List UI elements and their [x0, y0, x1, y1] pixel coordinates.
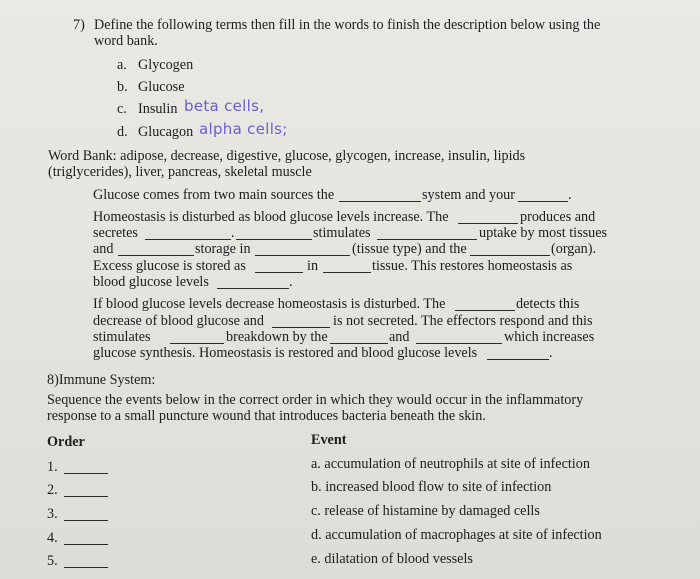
- p2-blank-in-tissue[interactable]: [323, 272, 371, 273]
- term-d-letter: d.: [117, 124, 128, 140]
- q7-prompt-line2: word bank.: [94, 33, 158, 49]
- p2-l3-b: storage in: [195, 241, 251, 257]
- p2-blank-tissue-type[interactable]: [255, 255, 350, 256]
- event-c: c. release of histamine by damaged cells: [311, 503, 540, 519]
- event-b: b. increased blood flow to site of infection: [311, 479, 552, 495]
- term-b-letter: b.: [117, 79, 128, 95]
- order-column-header: Order: [47, 434, 85, 450]
- p3-l3-d: which increases: [504, 329, 595, 345]
- p2-blank-stored-as[interactable]: [255, 272, 303, 273]
- term-d-handwritten-answer: alpha cells;: [199, 120, 288, 138]
- order-2-blank[interactable]: [64, 496, 108, 497]
- p2-l1-a: Homeostasis is disturbed as blood glucose levels increase. The: [93, 209, 449, 225]
- p2-l4-b: in: [307, 258, 319, 274]
- term-c-letter: c.: [117, 101, 127, 117]
- p3-l2-a: decrease of blood glucose and: [93, 313, 264, 329]
- p3-blank-detector[interactable]: [455, 310, 515, 311]
- p2-blank-organ[interactable]: [470, 255, 550, 256]
- q8-instruction-line2: response to a small puncture wound that introduces bacteria beneath the skin.: [47, 408, 486, 424]
- order-2-label: 2.: [47, 482, 58, 498]
- p2-l3-c: (tissue type) and the: [352, 241, 467, 257]
- q8-instruction-line1: Sequence the events below in the correct order in which they would occur in the inflammatory: [47, 392, 584, 408]
- event-a: a. accumulation of neutrophils at site of infection: [311, 456, 590, 472]
- p2-l2-d: uptake by most tissues: [479, 225, 608, 241]
- order-5-label: 5.: [47, 553, 58, 569]
- p1-text-c: .: [568, 187, 572, 203]
- p2-l5-b: .: [289, 274, 293, 290]
- p2-blank-secretes[interactable]: [145, 239, 231, 240]
- order-5-blank[interactable]: [64, 567, 108, 568]
- order-1-blank[interactable]: [64, 473, 108, 474]
- p3-l3-a: stimulates: [93, 329, 151, 345]
- term-b: Glucose: [138, 79, 185, 95]
- p1-blank-1[interactable]: [339, 201, 421, 202]
- p3-blank-breakdown-by[interactable]: [330, 343, 388, 344]
- p3-l1-b: detects this: [516, 296, 580, 312]
- order-4-blank[interactable]: [64, 544, 108, 545]
- p2-l2-b: .: [231, 225, 235, 241]
- p2-l2-c: stimulates: [313, 225, 371, 241]
- p3-l4-a: glucose synthesis. Homeostasis is restored and blood glucose levels: [93, 345, 478, 361]
- p3-l3-b: breakdown by the: [226, 329, 328, 345]
- p1-text-a: Glucose comes from two main sources the: [93, 187, 335, 203]
- p2-l2-a: secretes: [93, 225, 138, 241]
- p2-blank-storage[interactable]: [118, 255, 194, 256]
- event-column-header: Event: [311, 432, 347, 448]
- p2-l1-b: produces and: [520, 209, 596, 225]
- p2-blank-levels[interactable]: [217, 288, 289, 289]
- event-d: d. accumulation of macrophages at site of infection: [311, 527, 602, 543]
- order-3-label: 3.: [47, 506, 58, 522]
- p1-blank-2[interactable]: [518, 201, 568, 202]
- term-a-letter: a.: [117, 57, 127, 73]
- order-4-label: 4.: [47, 530, 58, 546]
- order-1-label: 1.: [47, 459, 58, 475]
- word-bank-line1: Word Bank: adipose, decrease, digestive, glucose, glycogen, increase, insulin, lipids: [48, 148, 526, 164]
- order-3-blank[interactable]: [64, 520, 108, 521]
- p3-l2-b: is not secreted. The effectors respond and this: [333, 313, 593, 329]
- q8-heading: 8)Immune System:: [47, 372, 156, 388]
- p2-blank-stimulates-pre[interactable]: [236, 239, 312, 240]
- term-a: Glycogen: [138, 57, 194, 73]
- p2-blank-uptake[interactable]: [377, 239, 477, 240]
- p2-l4-a: Excess glucose is stored as: [93, 258, 246, 274]
- p1-text-b: system and your: [422, 187, 515, 203]
- p2-blank-producer[interactable]: [458, 223, 518, 224]
- p3-l3-c: and: [389, 329, 410, 345]
- p3-blank-and[interactable]: [416, 343, 502, 344]
- event-e: e. dilatation of blood vessels: [311, 551, 473, 567]
- p3-l1-a: If blood glucose levels decrease homeostasis is disturbed. The: [93, 296, 446, 312]
- p2-l5-a: blood glucose levels: [93, 274, 209, 290]
- p3-blank-restored-levels[interactable]: [487, 359, 549, 360]
- q7-number: 7): [73, 17, 85, 33]
- p3-blank-not-secreted[interactable]: [272, 327, 330, 328]
- p3-l4-b: .: [549, 345, 553, 361]
- p2-l4-c: tissue. This restores homeostasis as: [372, 258, 573, 274]
- p2-l3-a: and: [93, 241, 114, 257]
- term-c-handwritten-answer: beta cells,: [184, 97, 265, 115]
- q7-prompt-line1: Define the following terms then fill in the words to finish the description below using the: [94, 17, 601, 33]
- term-d: Glucagon: [138, 124, 194, 140]
- p2-l3-d: (organ).: [551, 241, 597, 257]
- p3-blank-stimulates[interactable]: [170, 343, 224, 344]
- word-bank-line2: (triglycerides), liver, pancreas, skeletal muscle: [48, 164, 312, 180]
- term-c: Insulin: [138, 101, 178, 117]
